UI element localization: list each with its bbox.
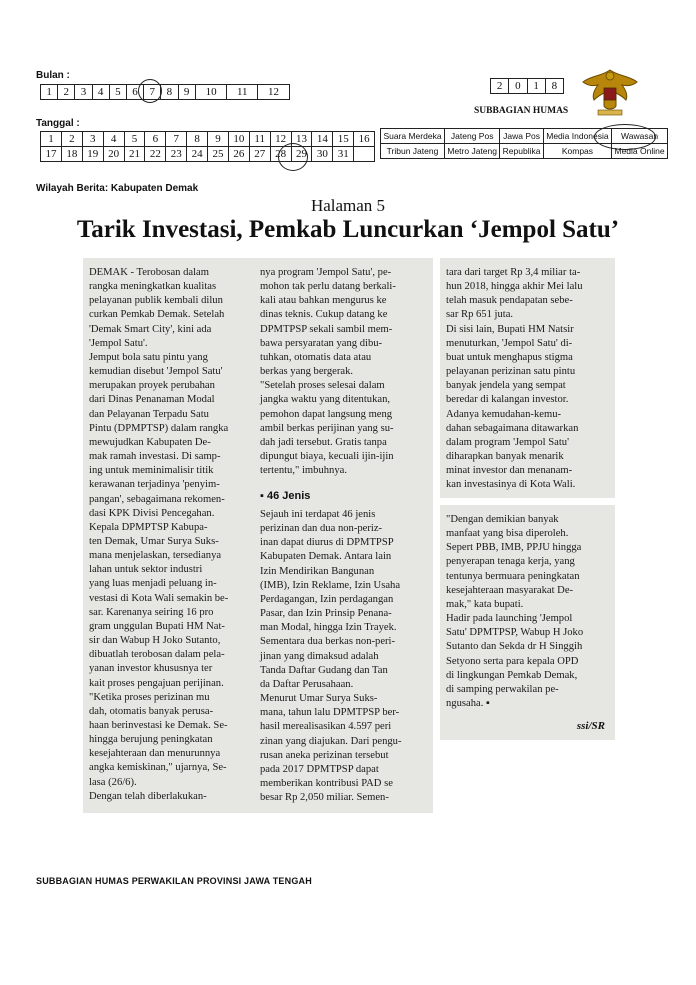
- date-cell-21: 21: [124, 147, 145, 162]
- article-column-3a: tara dari target Rp 3,4 miliar ta- hun 2018, hingga akhir Mei lalu telah masuk pendapatan sebe- sar Rp 651 juta. Di sisi lain, Bupati HM Natsir menuturkan, 'Jempol Satu' di- buat untuk menghapus stigma pelayanan perizinan satu pintu banyak jendela yang sempat beredar di kalangan investor. Adanya kemudahan-kemu- dahan sebagaimana ditawarkan dalam program 'Jempol Satu' diharapkan banyak menarik minat investor dan menanam- kan investasinya di Kota Wali.: [446, 267, 583, 491]
- article-column-3b: "Dengan demikian banyak manfaat yang bisa diperoleh. Sepert PBB, IMB, PPJU hingga penyerapan tenaga kerja, yang tentunya bermuara peningkatan kesejahteraan masyarakat De- mak," kata bupati. Hadir pada launching 'Jempol Satu' DPMTPSP, Wabup H Joko Sutanto dan Sekda dr H Singgih Setyono serta para kepala OPD di lingkungan Pemkab Demak, di samping perwakilan pe- ngusaha. ▪: [446, 514, 584, 710]
- date-cell-16: 16: [354, 132, 375, 147]
- date-cell-20: 20: [103, 147, 124, 162]
- year-digit-0: 0: [509, 79, 527, 94]
- tanggal-label: Tanggal :: [36, 118, 80, 129]
- month-cell-10: 10: [195, 85, 227, 100]
- footer-text: SUBBAGIAN HUMAS PERWAKILAN PROVINSI JAWA TENGAH: [36, 876, 312, 886]
- media-cell-Republika: Republika: [500, 144, 543, 159]
- date-cell-9: 9: [208, 132, 229, 147]
- month-grid: [40, 84, 290, 100]
- date-cell-12: 12: [270, 132, 291, 147]
- byline: ssi/SR: [576, 720, 605, 732]
- media-cell-Jawa Pos: Jawa Pos: [500, 129, 543, 144]
- date-cell-19: 19: [82, 147, 103, 162]
- date-cell-25: 25: [208, 147, 229, 162]
- date-cell-23: 23: [166, 147, 187, 162]
- month-cell-5: 5: [109, 85, 126, 100]
- article-column-2b: Sejauh ini terdapat 46 jenis perizinan dan dua non-periz- inan dapat diurus di DPMTPSP Kabupaten Demak. Antara lain Izin Mendirikan Bangunan (IMB), Izin Reklame, Izin Usaha Perdagangan, Izin perdagangan Pasar, dan Izin Prinsip Penana- man Modal, hingga Izin Trayek. Sementara dua berkas non-peri- jinan yang dimaksud adalah Tanda Daftar Gudang dan Tan da Daftar Perusahaan. Menurut Umar Surya Suks- mana, tahun lalu DPMTPSP ber- hasil merealisasikan 4.597 peri zinan yang diajukan. Dari pengu- rusan aneka perizinan tersebut pada 2017 DPMTPSP dapat memberikan kontribusi PAD se besar Rp 2,050 miliar. Semen-: [260, 509, 402, 804]
- month-cell-6: 6: [126, 85, 143, 100]
- wilayah-berita: Wilayah Berita: Kabupaten Demak: [36, 183, 199, 194]
- date-cell-18: 18: [61, 147, 82, 162]
- article-clip-left: [83, 258, 433, 813]
- date-cell-8: 8: [187, 132, 208, 147]
- date-cell-10: 10: [228, 132, 249, 147]
- article-column-1: DEMAK - Terobosan dalam rangka meningkatkan kualitas pelayanan publik kembali dilun curkan Pemkab Demak. Setelah 'Demak Smart City', kini ada 'Jempol Satu'. Jemput bola satu pintu yang kemudian disebut 'Jempol Satu' merupakan proyek perubahan dari Dinas Penanaman Modal dan Pelayanan Terpadu Satu Pintu (DPMPTSP) dalam rangka mewujudkan Kabupaten De- mak ramah investasi. Di samp- ing untuk meminimalisir titik kerawanan terjadinya 'penyim- pangan', sebagaimana rekomen- dasi KPK Divisi Pencegahan. Kepala DPMPTSP Kabupa- ten Demak, Umar Surya Suks- mana menjelaskan, tersedianya lahan untuk sektor industri yang luas menjadi peluang in- vestasi di Kota Wali semakin be- sar. Karenanya seiring 16 pro gram unggulan Bupati HM Nat- sir dan Wabup H Joko Sutanto, dibuatlah terobosan dalam pela- yanan investor khususnya ter kait proses pengajuan perijinan. "Ketika proses perizinan mu dah, otomatis banyak perusa- haan berinvestasi ke Demak. Se- hingga berujung peningkatan kesejahteraan dan menurunnya angka kemiskinan," ujarnya, Se- lasa (26/6). Dengan telah diberlakukan-: [89, 267, 229, 802]
- media-cell-Media Online: Media Online: [612, 144, 668, 159]
- media-cell-Jateng Pos: Jateng Pos: [445, 129, 500, 144]
- article-clip-right-bottom: [440, 505, 615, 740]
- month-cell-12: 12: [258, 85, 290, 100]
- subhead-46-jenis: ▪ 46 Jenis: [260, 490, 311, 502]
- date-cell-2: 2: [61, 132, 82, 147]
- month-cell-2: 2: [58, 85, 75, 100]
- media-cell-Wawasan: Wawasan: [612, 129, 668, 144]
- date-cell-3: 3: [82, 132, 103, 147]
- article-column-2a: nya program 'Jempol Satu', pe- mohon tak perlu datang berkali- kali atau bahkan mengurus ke dinas teknis. Cukup datang ke DPMTPSP sekali sambil mem- bawa persyaratan yang dibu- tuhkan, otomatis data atau berkas yang bergerak. "Setelah proses selesai dalam jangka waktu yang ditentukan, pemohon dapat langsung meng ambil berkas perijinan yang su- dah jadi tersebut. Gratis tanpa dipungut biaya, kecuali ijin-ijin tertentu," imbuhnya.: [260, 267, 396, 477]
- date-cell-14: 14: [312, 132, 333, 147]
- date-cell-7: 7: [166, 132, 187, 147]
- date-cell-empty: [354, 147, 375, 162]
- media-cell-Suara Merdeka: Suara Merdeka: [381, 129, 445, 144]
- date-cell-31: 31: [333, 147, 354, 162]
- garuda-emblem-icon: [580, 66, 640, 118]
- unit-label: SUBBAGIAN HUMAS: [474, 106, 569, 116]
- date-cell-24: 24: [187, 147, 208, 162]
- date-cell-27: 27: [249, 147, 270, 162]
- media-cell-Media Indonesia: Media Indonesia: [543, 129, 611, 144]
- date-cell-6: 6: [145, 132, 166, 147]
- month-cell-7: 7: [144, 85, 161, 100]
- date-cell-11: 11: [249, 132, 270, 147]
- date-cell-30: 30: [312, 147, 333, 162]
- year-digit-2: 2: [491, 79, 509, 94]
- month-cell-3: 3: [75, 85, 92, 100]
- date-cell-17: 17: [41, 147, 62, 162]
- year-digit-1: 1: [527, 79, 545, 94]
- date-cell-15: 15: [333, 132, 354, 147]
- headline: Tarik Investasi, Pemkab Luncurkan ‘Jempol Satu’: [76, 216, 620, 243]
- month-cell-9: 9: [178, 85, 195, 100]
- media-table: [380, 128, 668, 159]
- year-grid: [490, 78, 564, 94]
- bulan-label: Bulan :: [36, 70, 70, 81]
- date-cell-29: 29: [291, 147, 312, 162]
- month-cell-11: 11: [227, 85, 258, 100]
- date-cell-1: 1: [41, 132, 62, 147]
- date-grid: [40, 131, 375, 162]
- page-number: Halaman 5: [310, 196, 386, 215]
- media-cell-Metro Jateng: Metro Jateng: [445, 144, 500, 159]
- article-clip-right-top: [440, 258, 615, 498]
- year-digit-8: 8: [545, 79, 563, 94]
- month-cell-1: 1: [41, 85, 58, 100]
- date-cell-28: 28: [270, 147, 291, 162]
- month-cell-4: 4: [92, 85, 109, 100]
- date-cell-26: 26: [228, 147, 249, 162]
- media-cell-Kompas: Kompas: [543, 144, 611, 159]
- date-cell-13: 13: [291, 132, 312, 147]
- media-cell-Tribun Jateng: Tribun Jateng: [381, 144, 445, 159]
- date-cell-22: 22: [145, 147, 166, 162]
- date-cell-4: 4: [103, 132, 124, 147]
- date-cell-5: 5: [124, 132, 145, 147]
- month-cell-8: 8: [161, 85, 178, 100]
